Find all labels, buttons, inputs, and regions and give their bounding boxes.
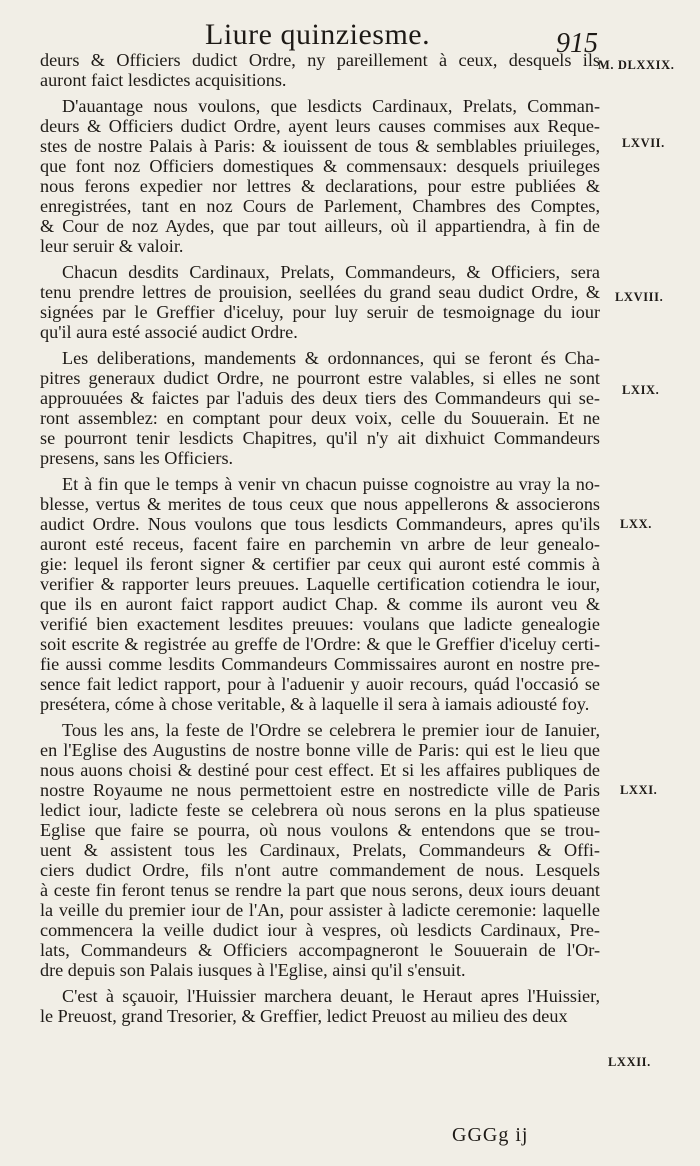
paragraph xyxy=(40,96,600,256)
text-line: enregistrées, tant en noz Cours de Parlement, Chambres des Comptes, xyxy=(40,196,600,216)
text-line: Et à fin que le temps à venir vn chacun puisse cognoistre au vray la no- xyxy=(62,474,600,494)
text-line: que ils en auront faict rapport audict Chap. & comme ils auront veu & xyxy=(40,594,600,614)
text-line: lats, Commandeurs & Officiers accompagneront le Souuerain de l'Or- xyxy=(40,940,600,960)
text-line: ront assemblez: en comptant pour deux voix, celle du Souuerain. Et ne xyxy=(40,408,600,428)
text-line: fie aussi comme lesdits Commandeurs Commissaires auront en nostre pre- xyxy=(40,654,600,674)
paragraph xyxy=(40,474,600,714)
margin-note-year: M. DLXXIX. xyxy=(598,58,675,72)
margin-note-72: LXXII. xyxy=(608,1055,651,1069)
paragraph xyxy=(40,720,600,980)
text-line: commencera la veille dudict iour à vespres, où lesdicts Cardinaux, Pre- xyxy=(40,920,600,940)
margin-note-70: LXX. xyxy=(620,517,652,531)
paragraph xyxy=(40,262,600,342)
text-line: approuuées & faictes par l'aduis des deux tiers des Commandeurs qui se- xyxy=(40,388,600,408)
paragraph xyxy=(40,50,600,90)
text-line: Eglise que faire se pourra, où nous voulons & entendons que se trou- xyxy=(40,820,600,840)
text-line: le Preuost, grand Tresorier, & Greffier, ledict Preuost au milieu des deux xyxy=(40,1006,568,1026)
running-head: Liure quinziesme. xyxy=(205,18,431,51)
text-line: Les deliberations, mandements & ordonnances, qui se feront és Cha- xyxy=(62,348,600,368)
page-number: 915 xyxy=(556,28,598,59)
margin-note-69: LXIX. xyxy=(622,383,660,397)
text-line: nostre Royaume ne nous permettoient estre en nostredicte ville de Paris xyxy=(40,780,600,800)
text-line: Tous les ans, la feste de l'Ordre se celebrera le premier iour de Ianuier, xyxy=(62,720,600,740)
text-line: auront faict lesdictes acquisitions. xyxy=(40,70,287,90)
text-line: en l'Eglise des Augustins de nostre bonne ville de Paris: qui est le lieu que xyxy=(40,740,600,760)
text-line: à ceste fin feront tenus se rendre la part que nous serons, deux iours deuant xyxy=(40,880,600,900)
text-line: presens, sans les Officiers. xyxy=(40,448,234,468)
paragraph xyxy=(40,986,600,1026)
text-line: sence fait ledict rapport, pour à l'aduenir y auoir recours, quád l'occasió se xyxy=(40,674,600,694)
text-line: Chacun desdits Cardinaux, Prelats, Commandeurs, & Officiers, sera xyxy=(62,262,600,282)
text-line: tenu prendre lettres de prouision, seellées du grand seau dudict Ordre, & xyxy=(40,282,600,302)
text-line: & Cour de noz Aydes, que par tout ailleurs, où il appartiendra, à fin de xyxy=(40,216,600,236)
text-line: presétera, cóme à chose veritable, & à laquelle il sera à iamais adiousté foy. xyxy=(40,694,590,714)
signature-mark: GGGg ij xyxy=(452,1124,529,1146)
text-line: signées par le Greffier d'iceluy, pour luy seruir de tesmoignage du iour xyxy=(40,302,600,322)
text-line: stes de nostre Palais à Paris: & iouissent de tous & semblables priuileges, xyxy=(40,136,600,156)
text-line: deurs & Officiers dudict Ordre, ayent leurs causes commises aux Reque- xyxy=(40,116,600,136)
text-line: C'est à sçauoir, l'Huissier marchera deuant, le Heraut apres l'Huissier, xyxy=(62,986,600,1006)
text-line: nous ferons expedier nor lettres & declarations, pour estre publiées & xyxy=(40,176,600,196)
text-line: pitres generaux dudict Ordre, ne pourront estre valables, si elles ne sont xyxy=(40,368,600,388)
margin-note-68: LXVIII. xyxy=(615,290,664,304)
body-text xyxy=(40,50,600,1026)
text-line: se pourront tenir lesdicts Chapitres, qu'il n'y ait dixhuict Commandeurs xyxy=(40,428,600,448)
paragraph xyxy=(40,348,600,468)
text-line: ciers dudict Ordre, fils n'ont autre commandement de nous. Lesquels xyxy=(40,860,600,880)
text-line: D'auantage nous voulons, que lesdicts Cardinaux, Prelats, Comman- xyxy=(62,96,600,116)
text-line: soit escrite & registrée au greffe de l'Ordre: & que le Greffier d'iceluy certi- xyxy=(40,634,600,654)
text-line: gie: lequel ils feront signer & certifier par ceux qui auront esté commis à xyxy=(40,554,600,574)
text-line: la veille du premier iour de l'An, pour assister à ladicte ceremonie: laquelle xyxy=(40,900,600,920)
margin-note-67: LXVII. xyxy=(622,136,665,150)
text-line: audict Ordre. Nous voulons que tous lesdicts Commandeurs, apres qu'ils xyxy=(40,514,600,534)
text-line: ledict iour, ladicte feste se celebrera où nous serons en la plus spatieuse xyxy=(40,800,600,820)
text-line: auront esté receus, facent faire en parchemin vn arbre de leur genealo- xyxy=(40,534,600,554)
text-line: leur seruir & valoir. xyxy=(40,236,184,256)
text-line: uent & assistent tous les Cardinaux, Prelats, Commandeurs & Offi- xyxy=(40,840,600,860)
text-line: verifié bien exactement lesdites preuues: voulans que ladicte genealogie xyxy=(40,614,600,634)
margin-note-71: LXXI. xyxy=(620,783,658,797)
text-line: qu'il aura esté associé audict Ordre. xyxy=(40,322,298,342)
text-line: nous auons choisi & destiné pour cest effect. Et si les affaires publiques de xyxy=(40,760,600,780)
text-line: blesse, vertus & merites de tous ceux que nous appellerons & associerons xyxy=(40,494,600,514)
text-line: que font noz Officiers domestiques & commensaux: desquels priuileges xyxy=(40,156,600,176)
text-line: verifier & rapporter leurs preuues. Laquelle certification cotiendra le iour, xyxy=(40,574,600,594)
text-line: deurs & Officiers dudict Ordre, ny pareillement à ceux, desquels ils xyxy=(40,50,600,70)
text-line: dre depuis son Palais iusques à l'Eglise, ainsi qu'il s'ensuit. xyxy=(40,960,466,980)
